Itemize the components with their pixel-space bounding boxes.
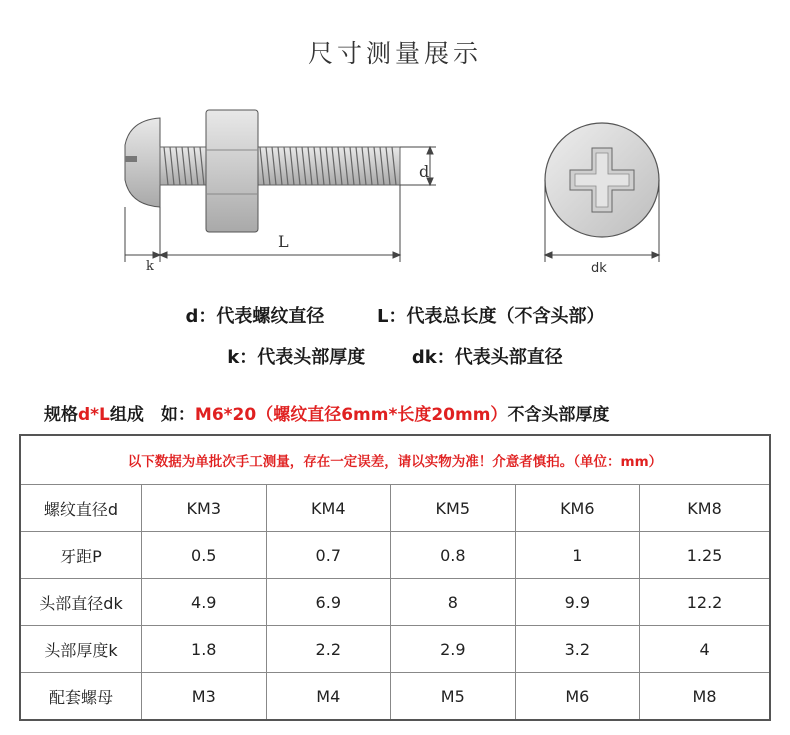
row-label: 牙距P: [20, 532, 142, 579]
d-dimension: [400, 147, 436, 185]
spec-middle: 组成 如：: [109, 405, 195, 425]
table-cell: KM4: [266, 485, 391, 532]
table-cell: 6.9: [266, 579, 391, 626]
size-table: [19, 434, 771, 721]
table-cell: 8: [391, 579, 516, 626]
table-cell: KM6: [515, 485, 640, 532]
spec-suffix: 不含头部厚度: [507, 405, 610, 425]
description-d: d：代表螺纹直径: [185, 306, 325, 327]
table-cell: M6: [515, 673, 640, 721]
label-k: k: [146, 259, 154, 274]
table-cell: 4: [640, 626, 770, 673]
screw-diagram: [0, 0, 790, 300]
table-cell: 9.9: [515, 579, 640, 626]
page-title: 尺寸测量展示: [307, 39, 482, 68]
screw-thread: [160, 147, 400, 185]
table-cell: M5: [391, 673, 516, 721]
description-line-2: [0, 343, 790, 369]
description-dk: dk：代表头部直径: [411, 347, 563, 368]
table-cell: 12.2: [640, 579, 770, 626]
table-cell: 0.7: [266, 532, 391, 579]
description-k: k：代表头部厚度: [227, 347, 366, 368]
table-cell: 4.9: [142, 579, 267, 626]
spec-example: M6*20（螺纹直径6mm*长度20mm）: [194, 405, 508, 425]
table-notice: 以下数据为单批次手工测量，存在一定误差，请以实物为准！介意者慎拍。（单位：mm）: [20, 435, 770, 485]
table-row: [20, 485, 770, 532]
screw-head-side: [125, 118, 160, 207]
table-cell: M4: [266, 673, 391, 721]
table-cell: KM5: [391, 485, 516, 532]
table-cell: KM8: [640, 485, 770, 532]
spec-prefix: 规格: [44, 405, 78, 425]
k-dimension: [125, 207, 160, 262]
table-row: [20, 626, 770, 673]
table-row: [20, 532, 770, 579]
table-cell: M8: [640, 673, 770, 721]
spec-line: [44, 400, 609, 425]
table-cell: 0.5: [142, 532, 267, 579]
label-L: L: [278, 232, 289, 251]
table-cell: 1: [515, 532, 640, 579]
table-cell: 2.9: [391, 626, 516, 673]
row-label: 配套螺母: [20, 673, 142, 721]
table-cell: M3: [142, 673, 267, 721]
table-cell: 1.8: [142, 626, 267, 673]
table-row: [20, 579, 770, 626]
table-cell: 1.25: [640, 532, 770, 579]
label-dk: dk: [591, 261, 607, 276]
table-cell: 3.2: [515, 626, 640, 673]
label-d: d: [419, 162, 430, 181]
table-cell: 2.2: [266, 626, 391, 673]
description-L: L：代表总长度（不含头部）: [376, 306, 605, 327]
description-line-1: [0, 302, 790, 328]
table-notice-row: [20, 435, 770, 485]
table-cell: KM3: [142, 485, 267, 532]
row-label: 头部直径dk: [20, 579, 142, 626]
row-label: 头部厚度k: [20, 626, 142, 673]
table-cell: 0.8: [391, 532, 516, 579]
screw-head-top: [545, 123, 659, 237]
row-label: 螺纹直径d: [20, 485, 142, 532]
spec-formula: d*L: [78, 405, 110, 425]
table-row: [20, 673, 770, 721]
nut-side: [206, 110, 258, 232]
